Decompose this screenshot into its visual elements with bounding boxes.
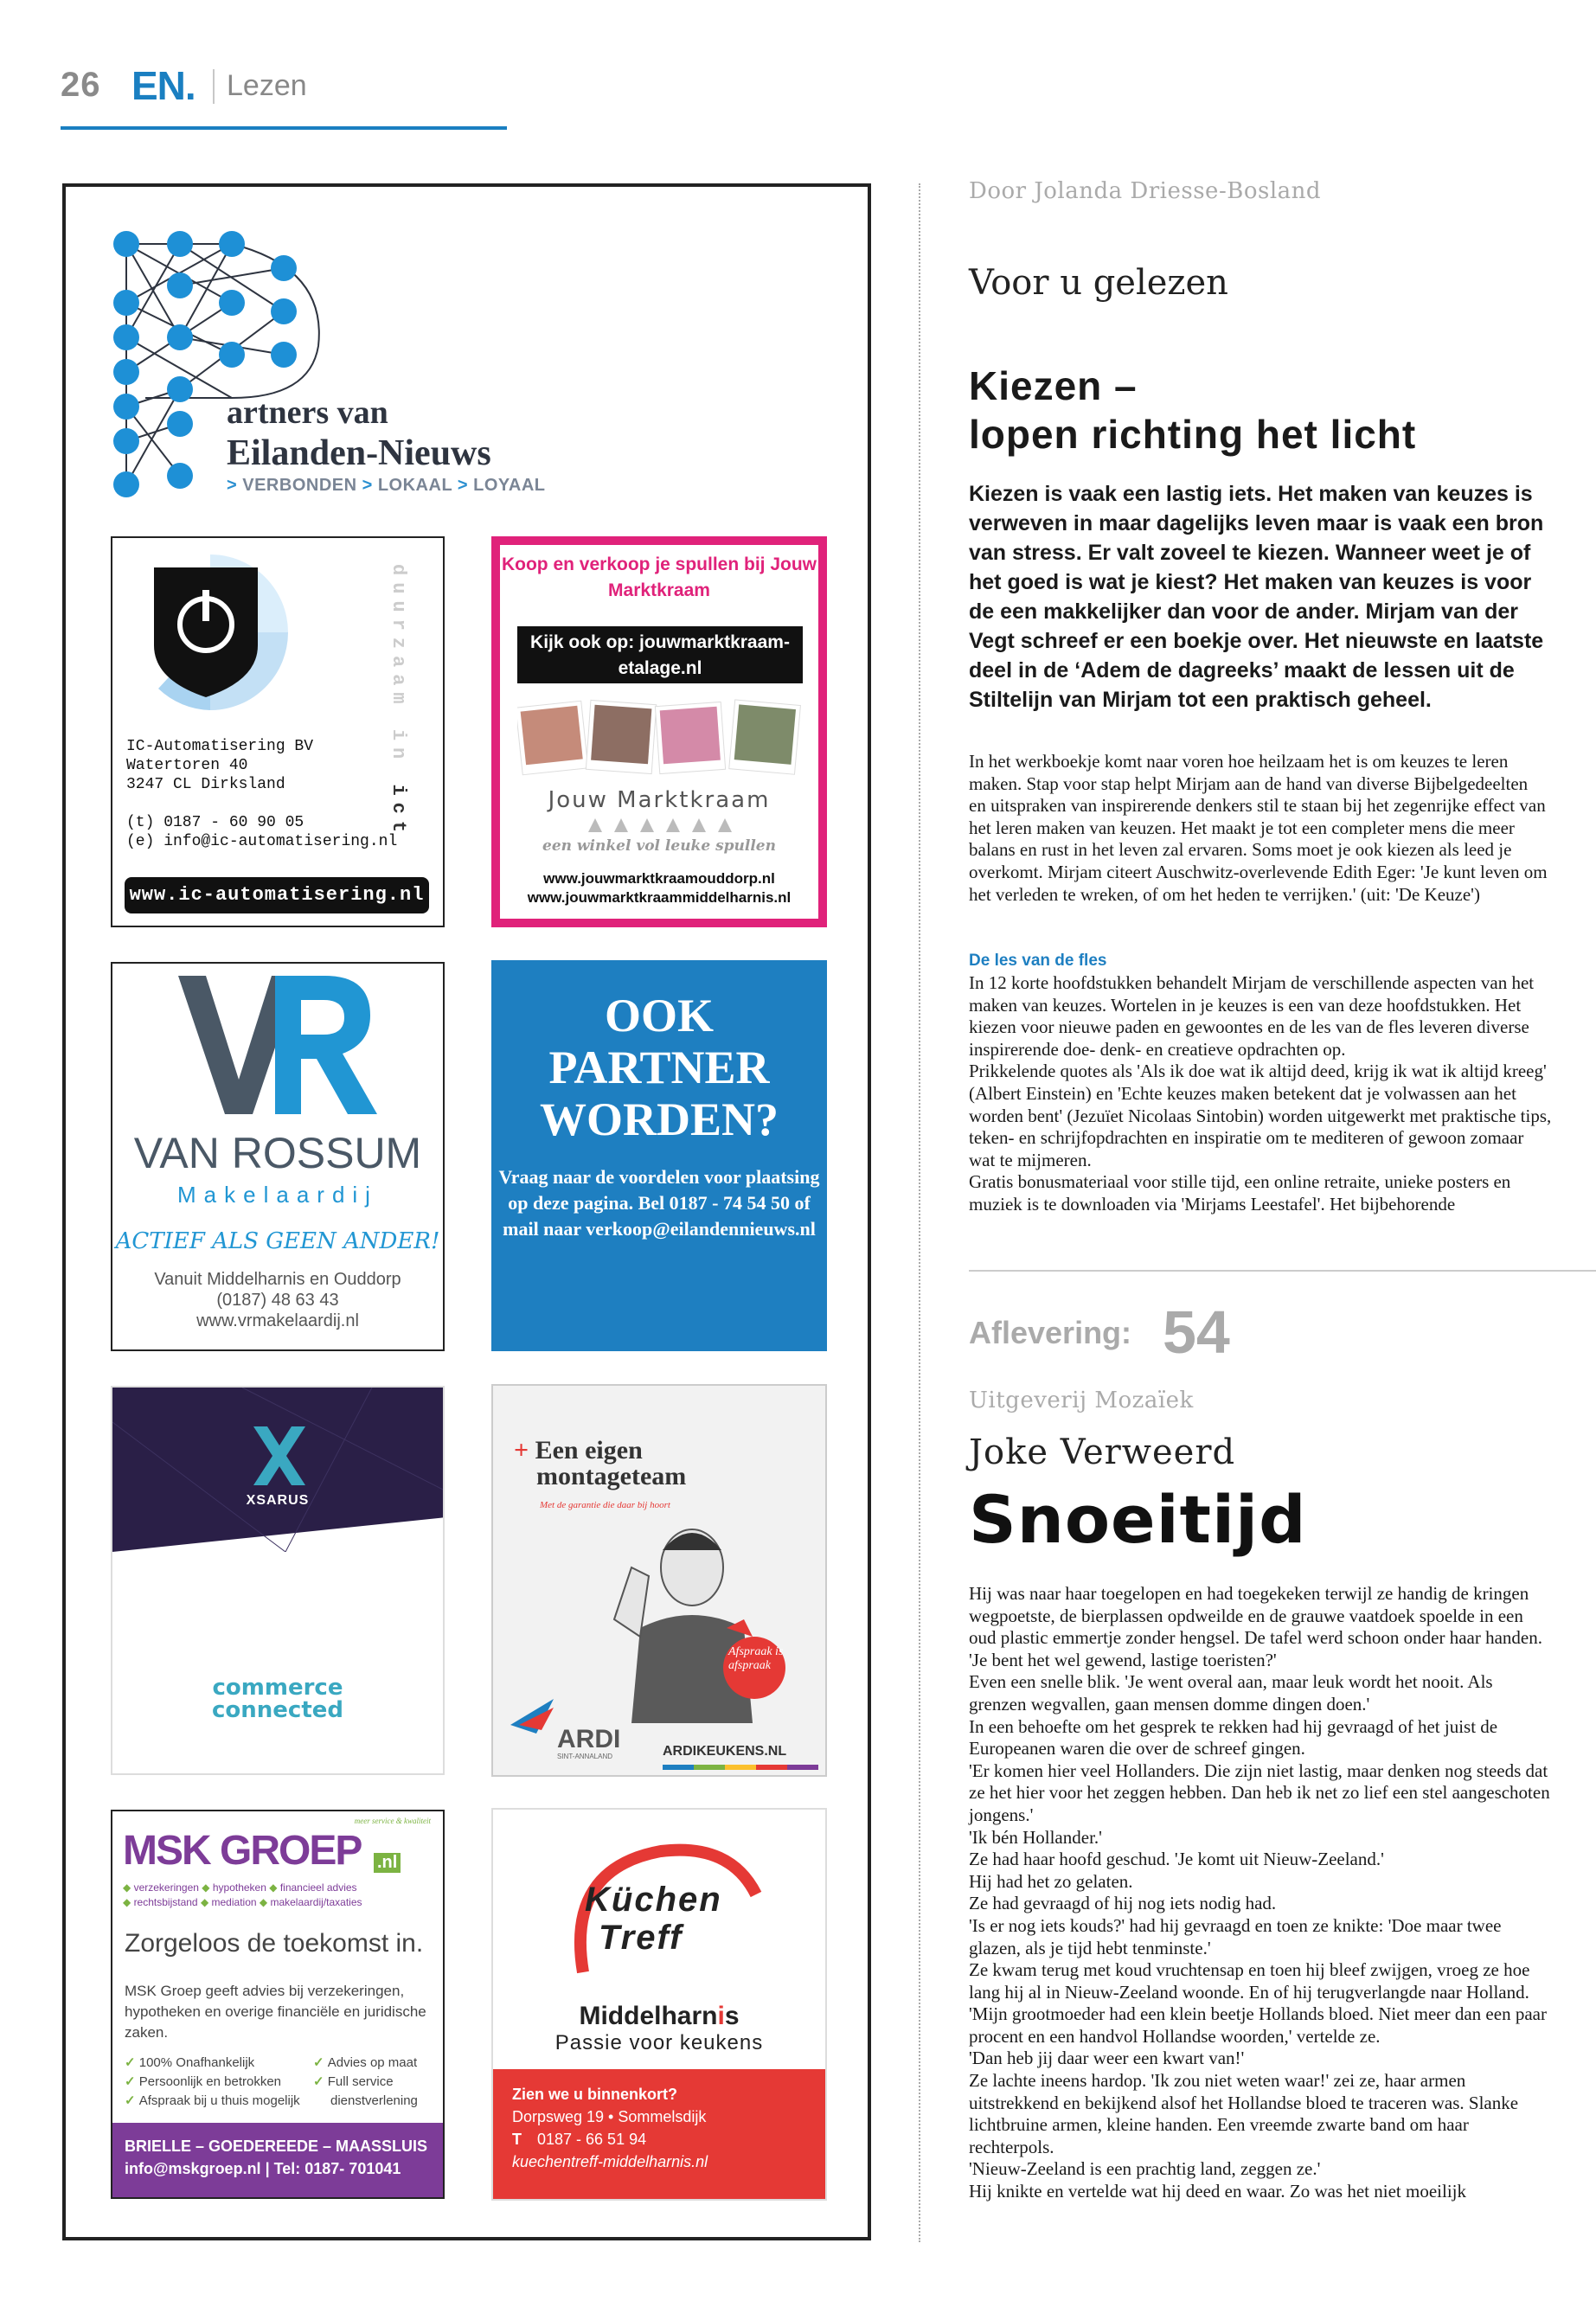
vr-locations: Vanuit Middelharnis en Ouddorp bbox=[154, 1270, 401, 1289]
power-shield-icon bbox=[128, 550, 292, 715]
section-label: Lezen bbox=[227, 69, 307, 102]
ad-ic-automatisering[interactable] bbox=[111, 536, 445, 927]
ardi-brand: ARDI bbox=[557, 1725, 621, 1753]
story-title: Snoeitijd bbox=[969, 1481, 1307, 1558]
kt-logo-line1: Küchen bbox=[585, 1881, 722, 1919]
kt-logo-line2: Treff bbox=[599, 1919, 683, 1957]
ad-msk-groep[interactable]: meer service & kwaliteit MSK GROEP .nl ◆ verzekeringen ◆ hypotheken ◆ financieel advies ◆ rechtsbijstand ◆ mediation ◆ makelaardij/taxaties Zorgeloos de toekomst in. MSK Groep geeft advies bij verzekeringen, hypotheken en overige financiële en juridische zaken. ✓ 100% Onafhankelijk ✓ Persoonlijk en betrokken ✓ Afspraak bij u thuis mogelijk ✓ Advies op maat ✓ Full service dienstverlening BRIELLE – GOEDEREEDE – MAASSLUIS info@mskgroep.nl | Tel: 0187- 701041 bbox=[111, 1810, 445, 2199]
xsarus-banner bbox=[112, 1388, 445, 1552]
episode-label: Aflevering: bbox=[969, 1315, 1132, 1350]
msk-tagline: meer service & kwaliteit bbox=[354, 1817, 431, 1825]
ad-xsarus[interactable] bbox=[111, 1386, 445, 1775]
ic-contact-details: IC-Automatisering BV Watertoren 40 3247 CL Dirksland (t) 0187 - 60 90 05 (e) info@ic-automatisering.nl bbox=[126, 738, 398, 850]
ad-jouw-marktkraam[interactable] bbox=[491, 536, 827, 927]
jmk-etalage-box[interactable]: Kijk ook op: jouwmarktkraam-etalage.nl bbox=[517, 626, 803, 683]
check-icon: ✓ bbox=[125, 2055, 139, 2070]
check-icon: ✓ bbox=[313, 2074, 328, 2089]
ardi-headline: + Een eigen montageteam bbox=[514, 1436, 687, 1490]
publication-logo: EN. bbox=[131, 63, 195, 108]
article-body-2: In 12 korte hoofdstukken behandelt Mirjam de verschillende aspecten van het maken van keuzes. Wortelen in je keuzes is een van deze hoofdstukken. Het kiezen voor nieuwe paden en gewoontes en de les van de fles leveren diverse inspirerende doe- denk- en creatieve opdrachten op. Prikkelende quotes als 'Als ik doe wat ik altijd deed, krijg ik wat ik altijd kreeg' (Albert Einstein) en 'Echte keuzes maken betekent dat je volwassen aan het worden bent' (Jezuïet Nicolaas Sintobin) worden uitgewerkt met praktische tips, teken- en schrijfopdrachten en inspiratie om te mediteren of gewoon zomaar wat te mijmeren. Gratis bonusmateriaal voor stille tijd, een online retraite, unieke posters en muziek is te downloaden via 'Mirjams Leestafel'. Het bijbehorende bbox=[969, 972, 1552, 1215]
ardi-subline: Met de garantie die daar bij hoort bbox=[540, 1500, 670, 1510]
kt-website[interactable]: kuechentreff-middelharnis.nl bbox=[512, 2153, 708, 2170]
page-number: 26 bbox=[61, 66, 101, 104]
ad-ardi-keukens[interactable] bbox=[491, 1384, 827, 1777]
ad-kuchen-treff[interactable] bbox=[491, 1808, 827, 2201]
ardi-logo-icon bbox=[510, 1699, 559, 1734]
ookp-text: Vraag naar de voordelen voor plaatsing op deze pagina. Bel 0187 - 74 54 50 of mail naar verkoop@eilandennieuws.nl bbox=[498, 1166, 820, 1240]
episode-number: 54 bbox=[1163, 1298, 1230, 1366]
column-divider bbox=[919, 183, 920, 2242]
header-underline bbox=[61, 126, 507, 130]
vr-company-name: VAN ROSSUM bbox=[133, 1129, 422, 1177]
vr-subtitle: Makelaardij bbox=[177, 1182, 378, 1208]
ic-vertical-slogan: duurzaam in ict bbox=[388, 564, 409, 840]
vr-phone: (0187) 48 63 43 bbox=[216, 1291, 339, 1310]
msk-description: MSK Groep geeft advies bij verzekeringen, hypotheken en overige financiële en juridische zaken. bbox=[125, 1983, 426, 2041]
partners-title-line1: artners van bbox=[227, 394, 388, 431]
jmk-brand-name: Jouw Marktkraam bbox=[548, 787, 771, 813]
story-author: Joke Verweerd bbox=[969, 1433, 1236, 1472]
ad-van-rossum[interactable] bbox=[111, 962, 445, 1351]
xsarus-slogan: commerce connected bbox=[211, 1675, 343, 1723]
partners-title-line2: Eilanden-Nieuws bbox=[227, 433, 491, 473]
ardi-place: SINT-ANNALAND bbox=[557, 1753, 613, 1760]
vr-slogan: ACTIEF ALS GEEN ANDER! bbox=[115, 1228, 440, 1254]
ic-website-link[interactable]: www.ic-automatisering.nl bbox=[125, 877, 429, 913]
msk-headline: Zorgeloos de toekomst in. bbox=[125, 1929, 424, 1958]
article-separator bbox=[969, 1270, 1596, 1272]
jmk-photos-image bbox=[517, 699, 803, 777]
vr-logo-icon bbox=[178, 976, 377, 1114]
article-subhead: De les van de fles bbox=[969, 952, 1107, 970]
jmk-headline: Koop en verkoop je spullen bij Jouw Marktkraam bbox=[501, 554, 817, 600]
kt-city: Middelharnis bbox=[579, 2002, 740, 2030]
article-byline: Door Jolanda Driesse-Bosland bbox=[969, 178, 1322, 204]
article-title: Kiezen – lopen richting het licht bbox=[969, 363, 1417, 457]
check-icon: ✓ bbox=[313, 2055, 328, 2070]
check-icon: ✓ bbox=[125, 2074, 139, 2089]
jmk-url-middelharnis[interactable]: www.jouwmarktkraammiddelharnis.nl bbox=[527, 889, 792, 906]
header-divider bbox=[213, 69, 215, 104]
story-publisher: Uitgeverij Mozaïek bbox=[969, 1388, 1194, 1413]
jmk-decor-icon bbox=[586, 817, 734, 834]
check-icon: ✓ bbox=[125, 2093, 139, 2108]
kt-slogan: Passie voor keukens bbox=[554, 2031, 764, 2054]
msk-logo-nl: .nl bbox=[374, 1853, 401, 1873]
partners-tagline: > VERBONDEN > LOKAAL > LOYAAL bbox=[227, 476, 546, 495]
ad-ook-partner-worden[interactable] bbox=[491, 960, 827, 1351]
article-body: In het werkboekje komt naar voren hoe heilzaam het is om keuzes te leren maken. Stap voor stap helpt Mirjam aan de hand van diverse Bijbelgedeelten en uitspraken van inspirerende denkers stil te staan bij het zegenrijke effect van het leren maken van keuzen. Het maakt je tot een completer mens die meer balans en rust in het leven zal ervaren. Soms moet je ook kiezen als leed je overkomt. Mirjam citeert Auschwitz-overlevende Edith Eger: 'Je kunt leven om het verleden te wreken, of om het heden te verrijken.' (uit: 'De Keuze') bbox=[969, 751, 1548, 905]
ardi-color-bar bbox=[663, 1765, 818, 1770]
ardi-stamp-text: Afspraak is afspraak bbox=[728, 1645, 784, 1672]
msk-footer: BRIELLE – GOEDEREEDE – MAASSLUIS info@mskgroep.nl | Tel: 0187- 701041 bbox=[112, 2123, 443, 2199]
ardi-website[interactable]: ARDIKEUKENS.NL bbox=[663, 1744, 787, 1759]
msk-logo: MSK GROEP bbox=[123, 1828, 362, 1874]
article-lead: Kiezen is vaak een lastig iets. Het maken van keuzes is verweven in maar dagelijks leven maar is vaak een bron van stress. Er valt zoveel te kiezen. Wanneer weet je of het goed is wat je kiest? Het maken van keuzes is voor de een makkelijker dan voor de ander. Mirjam van der Vegt schreef er een boekje over. Het nieuwste en laatste deel in de ‘Adem de dagreeks’ maakt de lessen uit de Stiltelijn van Mirjam tot een praktisch geheel. bbox=[969, 482, 1544, 712]
section-title: Voor u gelezen bbox=[969, 263, 1228, 303]
vr-website[interactable]: www.vrmakelaardij.nl bbox=[196, 1311, 359, 1330]
story-body: Hij was naar haar toegelopen en had toegekeken terwijl ze handig de kringen wegpoetste, de bierplassen opdweilde en de grauwe vaatdoek spoelde in een oud plastic emmertje zonder hengsel. De tafel werd schoon onder haar handen. 'Je bent het wel gewend, lastige toeristen?' Even een snelle blik. 'Je went overal aan, maar leuk wordt het nooit. Als grenzen wegvallen, gaan mensen domme dingen doen.' In een behoefte om het gesprek te rekken had hij gevraagd of het juist de Europeanen waren die over de schreef gingen. 'Er komen hier veel Hollanders. Die zijn niet lastig, maar denken nog steeds dat ze het hier voor het zeggen hebben. Dan heb ik net zo lief een stel aangeschoten jongens.' 'Ik bén Hollander.' Ze had haar hoofd geschud. 'Je komt uit Nieuw-Zeeland.' Hij had het zo gelaten. Ze had gevraagd of hij nog iets nodig had. 'Is er nog iets kouds?' had hij gevraagd en toen ze knikte: 'Doe maar twee glazen, als je tijd hebt tenminste.' Ze kwam terug met koud vruchtensap en toen hij bleef zwijgen, vroeg ze hoe lang hij al in Nieuw-Zeeland woonde. En of hij terugverlangde naar Holland. 'Mijn grootmoeder had een klein beetje Hollands bloed. Niet meer dan een paar procent en een handvol Hollandse woorden,' vertelde ze. 'Dan heb jij daar weer een kwart van!' Ze lachte ineens hardop. 'Ik zou niet weten waar!' zei ze, haar armen uitstrekkend en bekijkend alsof het Hollandse bloed te traceren was. Slanke lichtbruine armen, kleine handen. Een vreemde zwarte band om haar rechterpols. 'Nieuw-Zeeland is een prachtig land, zeggen ze.' Hij knikte en vertelde wat hij deed en waar. Zo was het niet moeilijk bbox=[969, 1583, 1550, 2202]
jmk-url-ouddorp[interactable]: www.jouwmarktkraamouddorp.nl bbox=[543, 870, 775, 887]
jmk-slogan: een winkel vol leuke spullen bbox=[542, 837, 776, 855]
xsarus-label: XSARUS bbox=[246, 1493, 310, 1508]
ookp-title: OOK PARTNER WORDEN? bbox=[539, 990, 779, 1145]
msk-services: ◆ verzekeringen ◆ hypotheken ◆ financieel advies ◆ rechtsbijstand ◆ mediation ◆ makelaardij/taxaties bbox=[123, 1881, 362, 1908]
kt-footer: Zien we u binnenkort? Dorpsweg 19 • Sommelsdijk T 0187 - 66 51 94 kuechentreff-middelharnis.nl bbox=[493, 2069, 825, 2201]
